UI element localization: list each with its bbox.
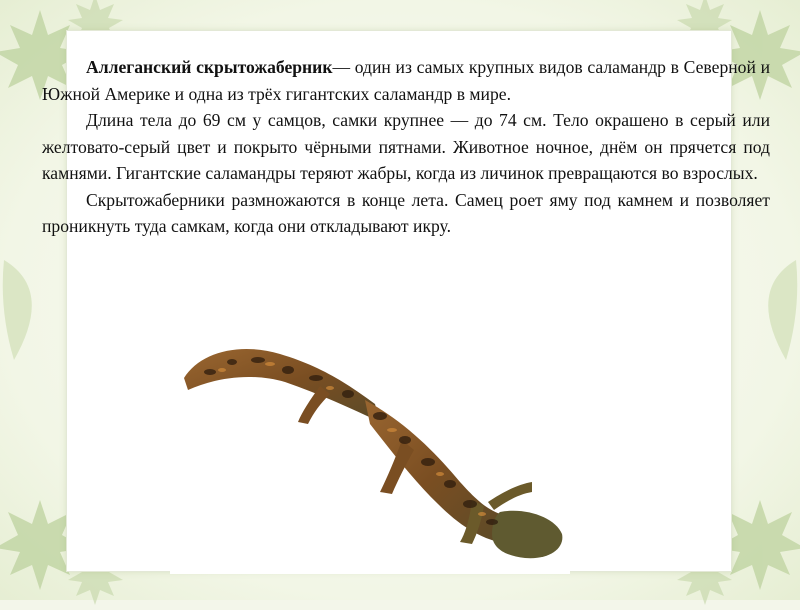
intro-text: — один из самых крупных видов саламандр в Северной и Южной Америке и одна из трёх гигантских саламандр в мире. [42,57,770,104]
species-name: Аллеганский скрытожаберник [86,57,333,77]
leaf-decoration-icon [0,250,64,370]
salamander-illustration [170,312,570,574]
article-text [42,54,770,240]
paragraph-description: Длина тела до 69 см у самцов, самки крупнее — до 74 см. Тело окрашено в серый или желтовато-серый цвет и покрыто чёрными пятнами. Животное ночное, днём он прячется под камнями. Гигантские саламандры теряют жабры, когда из личинок превращаются во взрослых. [42,110,770,183]
paragraph-intro [42,54,770,107]
paragraph-reproduction: Скрытожаберники размножаются в конце лета. Самец роет яму под камнем и позволяет проникнуть туда самкам, когда они откладывают икру. [42,189,770,236]
salamander-photo [170,312,570,574]
leaf-decoration-icon [736,250,800,370]
